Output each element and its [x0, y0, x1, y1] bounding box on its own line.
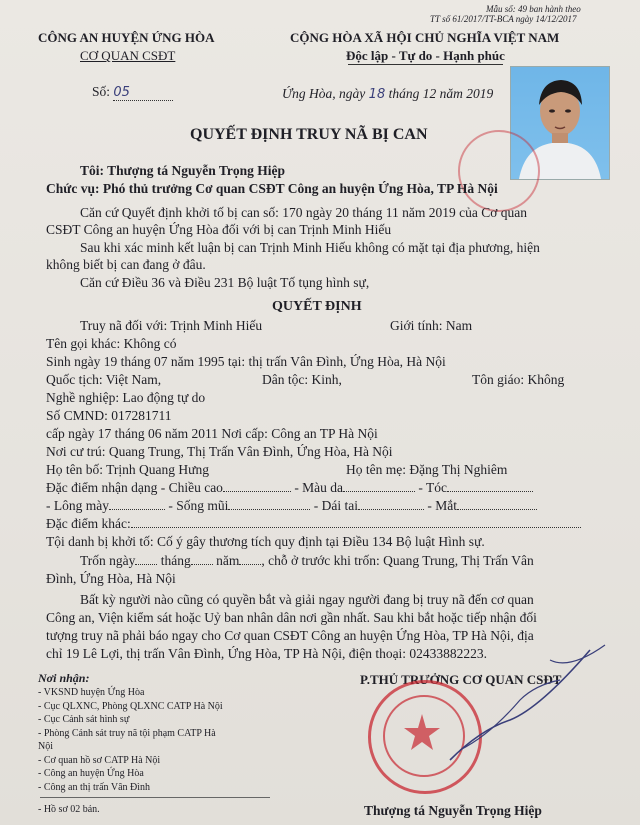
features-row-2 — [46, 498, 537, 514]
signature-title: P.THỦ TRƯỞNG CƠ QUAN CSĐT — [360, 672, 562, 687]
basis-2-line1: Sau khi xác minh kết luận bị can Trịnh Minh Hiếu không có mặt tại địa phương, hiện — [80, 240, 540, 255]
recipient-item: - Cơ quan hồ sơ CATP Hà Nội — [38, 754, 161, 766]
wanted-person: Truy nã đối với: Trịnh Minh Hiếu — [80, 318, 263, 333]
number-label: Số: — [92, 84, 111, 99]
occupation: Nghề nghiệp: Lao động tự do — [46, 390, 206, 405]
birth-info: Sinh ngày 19 tháng 07 năm 1995 tại: thị trấn Vân Đình, Ứng Hòa, Hà Nội — [46, 354, 446, 369]
notice-line-1: Bất kỳ người nào cũng có quyền bắt và giải ngay người đang bị truy nã đến cơ quan — [80, 592, 534, 607]
escape-year-label: năm — [216, 553, 240, 568]
recipient-item: - Phòng Cảnh sát truy nã tội phạm CATP Hà — [38, 727, 216, 739]
basis-3: Căn cứ Điều 36 và Điều 231 Bộ luật Tố tụng hình sự, — [80, 275, 370, 290]
agency-name: CÔNG AN HUYỆN ỨNG HÒA — [38, 30, 215, 45]
number-value: 05 — [113, 85, 173, 101]
crime-charge: Tội danh bị khởi tố: Cố ý gây thương tích quy định tại Điều 134 Bộ luật Hình sự. — [46, 534, 485, 549]
recipient-item: - Công an huyện Ứng Hòa — [38, 768, 144, 779]
feature-ears-label: - Dái tai — [313, 498, 358, 513]
office-name: CƠ QUAN CSĐT — [80, 48, 176, 63]
feature-hair-label: - Tóc — [418, 480, 448, 495]
religion: Tôn giáo: Không — [472, 372, 565, 387]
recipient-item: - Công an thị trấn Vân Đình — [38, 781, 151, 793]
feature-eyes-label: - Mắt — [427, 498, 457, 513]
motto: Độc lập - Tự do - Hạnh phúc — [346, 48, 505, 63]
place-date-suffix: tháng 12 năm 2019 — [388, 86, 494, 101]
form-note-line1: Mẫu số: 49 ban hành theo — [486, 4, 581, 14]
decision-heading: QUYẾT ĐỊNH — [272, 299, 362, 314]
form-note-line2: TT số 61/2017/TT-BCA ngày 14/12/2017 — [430, 14, 577, 24]
residence: Nơi cư trú: Quang Trung, Thị Trấn Vân Đình, Ứng Hòa, Hà Nội — [46, 444, 393, 459]
basis-1-line1: Căn cứ Quyết định khởi tố bị can số: 170 ngày 20 tháng 11 năm 2019 của Cơ quan — [80, 205, 528, 220]
recipients-list — [38, 686, 223, 794]
recipient-item: - Cục QLXNC, Phòng QLXNC CATP Hà Nội — [38, 700, 223, 712]
document-number — [92, 84, 173, 101]
feature-height-label: Đặc điểm nhận dạng - Chiều cao — [46, 480, 223, 495]
recipient-item: Nội — [38, 741, 53, 752]
recipient-item: - VKSND huyện Ứng Hòa — [38, 687, 145, 698]
features-other — [46, 516, 581, 532]
escape-residence: , chỗ ở trước khi trốn: Quang Trung, Thị Trấn Vân — [261, 553, 534, 568]
feature-eyebrows-label: - Lông mày — [46, 498, 109, 513]
alias: Tên gọi khác: Không có — [46, 336, 177, 351]
id-number: Số CMND: 017281711 — [46, 408, 172, 423]
escape-line-2: Đình, Ứng Hòa, Hà Nội — [46, 571, 176, 586]
feature-skin-label: - Màu da — [294, 480, 344, 495]
basis-1-line2: CSĐT Công an huyện Ứng Hòa đối với bị can Trịnh Minh Hiếu — [46, 222, 392, 237]
escape-line-1 — [80, 553, 534, 569]
features-row-1 — [46, 480, 533, 496]
document-title: QUYẾT ĐỊNH TRUY NÃ BỊ CAN — [190, 126, 428, 143]
mother-name: Họ tên mẹ: Đặng Thị Nghiêm — [346, 462, 508, 477]
place-date — [282, 86, 493, 102]
issuer-position: Chức vụ: Phó thủ trưởng Cơ quan CSĐT Công an huyện Ứng Hòa, TP Hà Nội — [46, 181, 498, 196]
issuer-name: Tôi: Thượng tá Nguyễn Trọng Hiệp — [80, 163, 285, 178]
basis-2-line2: không biết bị can đang ở đâu. — [46, 257, 206, 272]
date-day: 18 — [368, 87, 386, 102]
recipients-divider — [40, 797, 270, 798]
ethnicity: Dân tộc: Kinh, — [262, 372, 342, 387]
escape-month-label: tháng — [160, 553, 191, 568]
country-name: CỘNG HÒA XÃ HỘI CHỦ NGHĨA VIỆT NAM — [290, 30, 560, 45]
official-seal-overprint — [458, 130, 540, 212]
recipients-archive: - Hồ sơ 02 bản. — [38, 804, 100, 815]
motto-underline — [348, 64, 503, 65]
father-name: Họ tên bố: Trịnh Quang Hưng — [46, 462, 209, 477]
escape-day-label: Trốn ngày — [80, 553, 136, 568]
recipient-item: - Cục Cảnh sát hình sự — [38, 714, 130, 725]
notice-line-3: tượng truy nã phải báo ngay cho Cơ quan CSĐT Công an huyện Ứng Hòa, TP Hà Nội, địa — [46, 628, 534, 643]
recipients-heading: Nơi nhận: — [38, 671, 90, 685]
place-date-prefix: Ứng Hòa, ngày — [282, 86, 366, 101]
feature-nose-label: - Sống mũi — [168, 498, 229, 513]
handwritten-signature — [440, 640, 610, 770]
gender: Giới tính: Nam — [390, 318, 473, 333]
notice-line-2: Công an, Viện kiểm sát hoặc Uỷ ban nhân dân nơi gần nhất. Sau khi bắt hoặc tiếp nhận đối — [46, 610, 537, 625]
id-issue: cấp ngày 17 tháng 06 năm 2011 Nơi cấp: Công an TP Hà Nội — [46, 426, 378, 441]
nationality: Quốc tịch: Việt Nam, — [46, 372, 162, 387]
signer-name: Thượng tá Nguyễn Trọng Hiệp — [364, 803, 542, 818]
notice-line-4: chỉ 19 Lê Lợi, thị trấn Vân Đình, Ứng Hòa, TP Hà Nội, điện thoại: 02433882223. — [46, 646, 488, 661]
feature-other-label: Đặc điểm khác: — [46, 516, 131, 531]
